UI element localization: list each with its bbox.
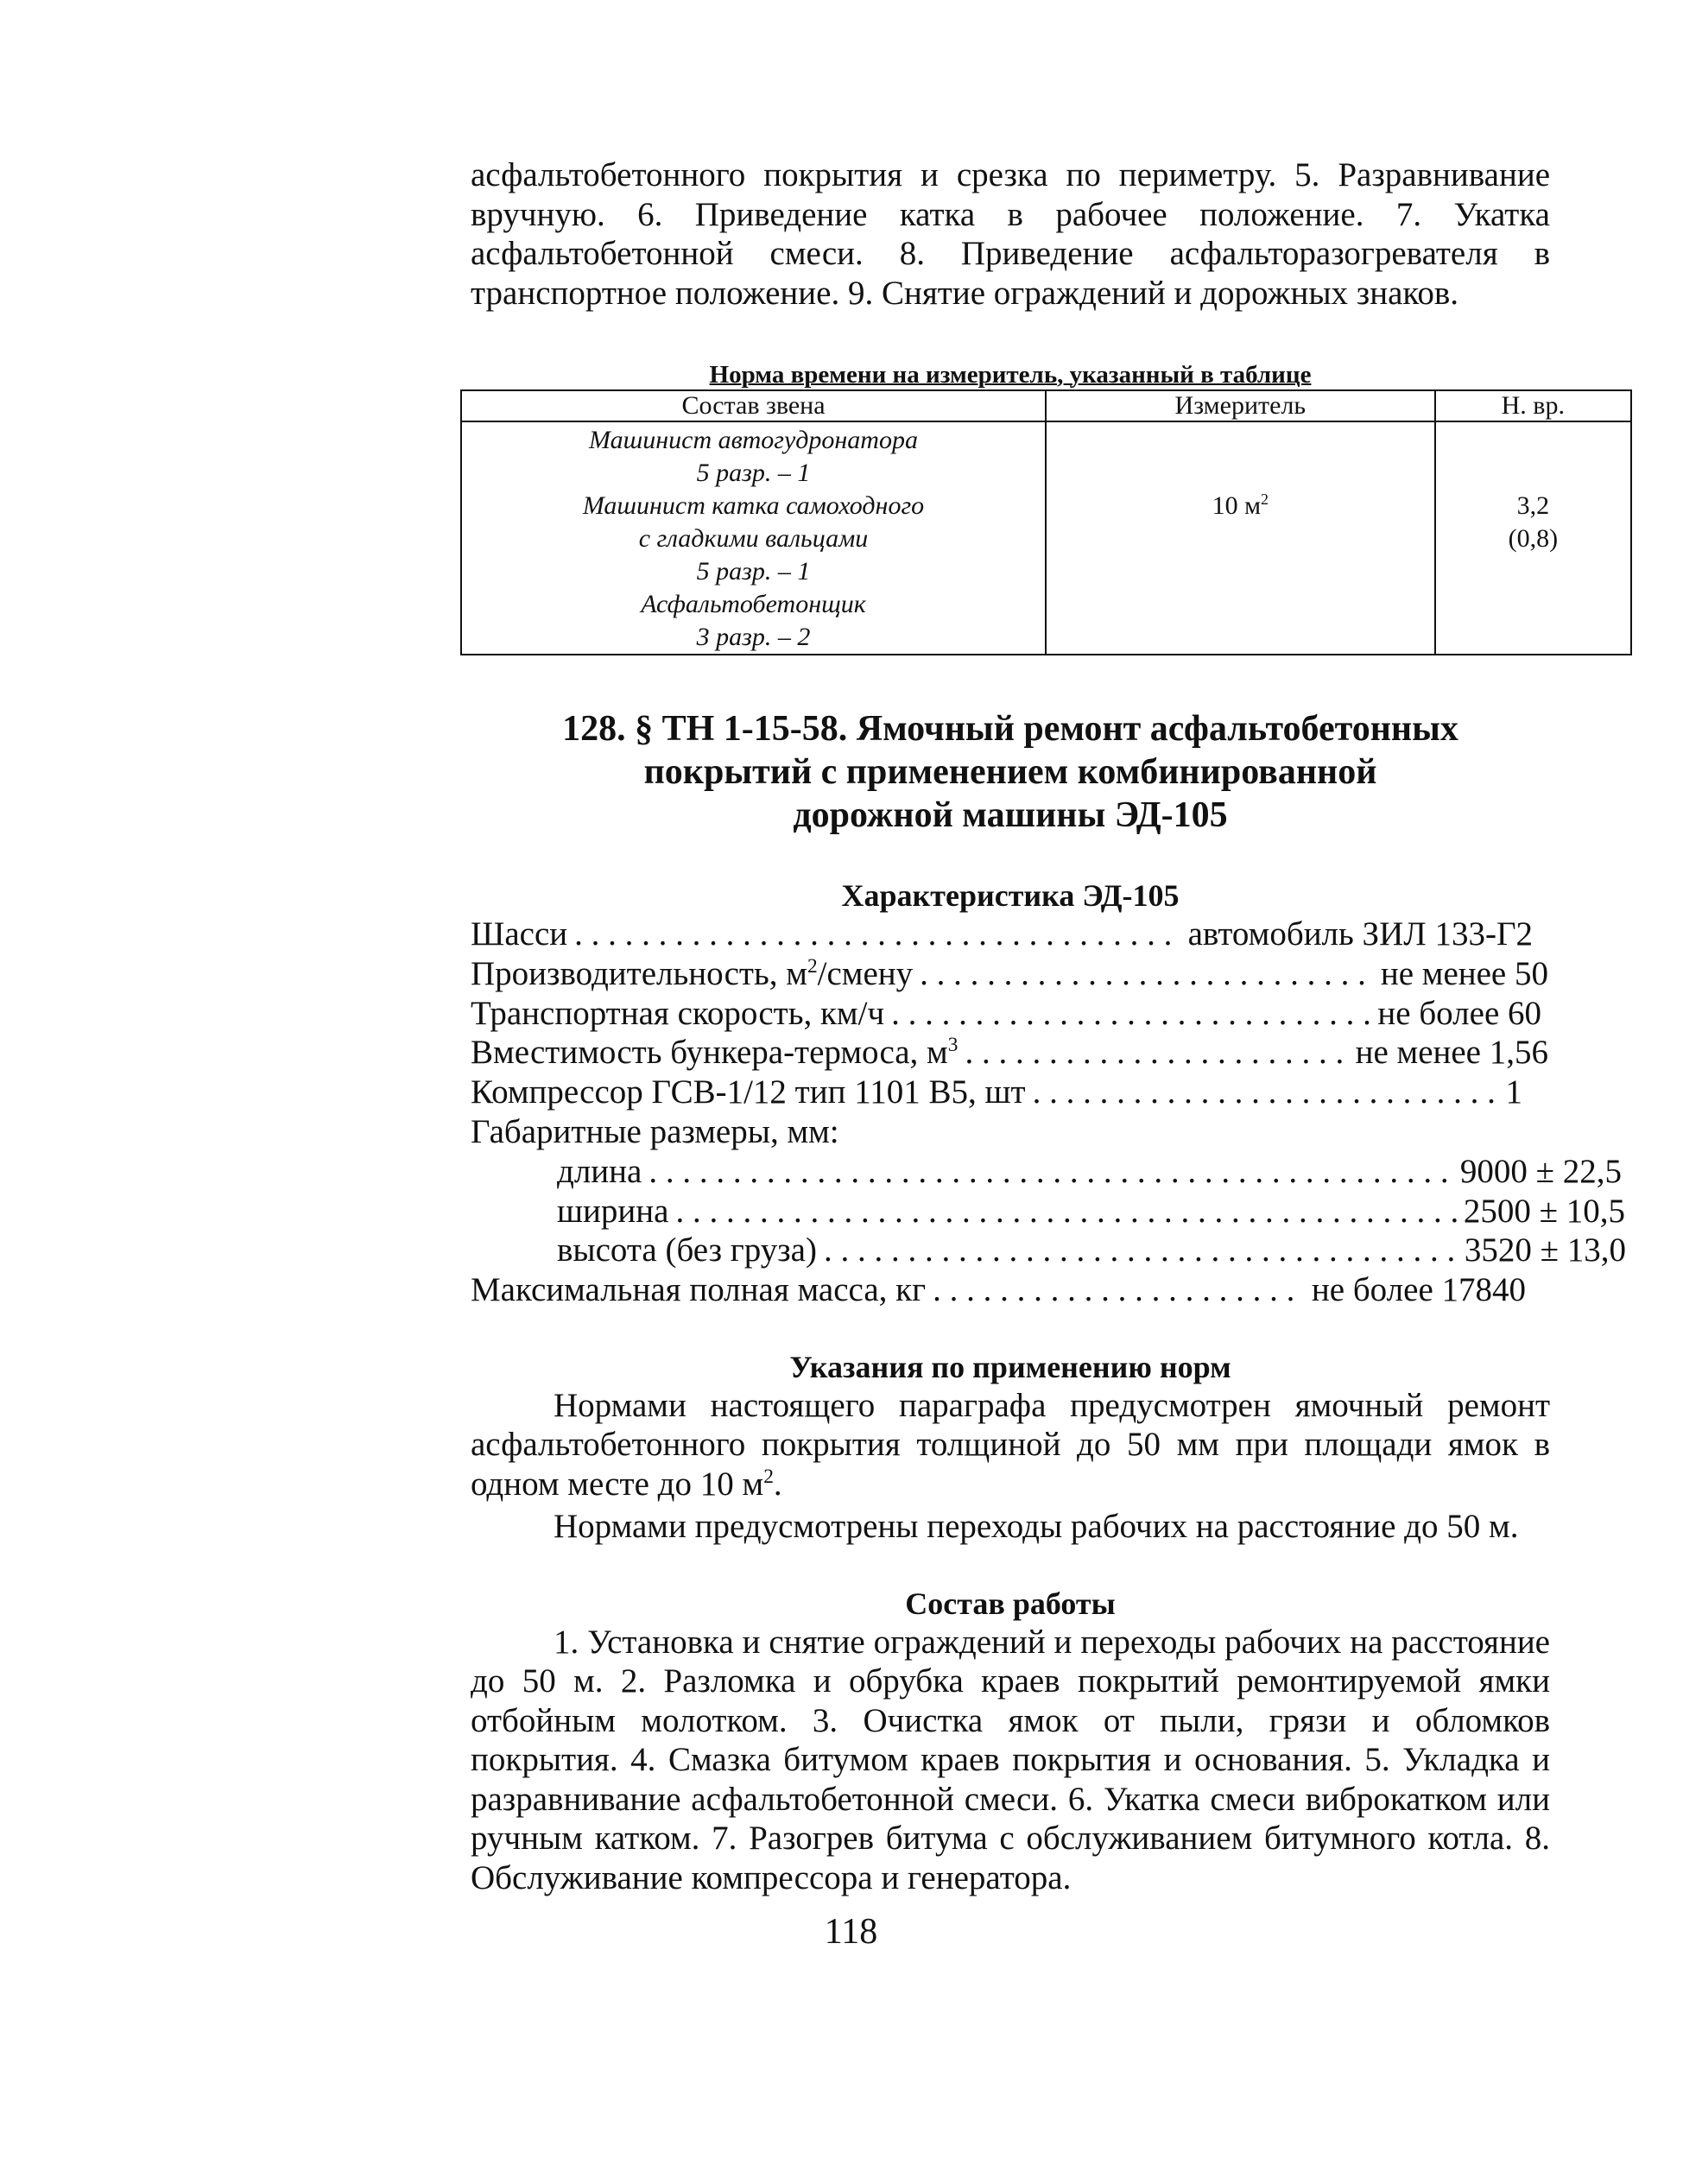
section-title-line: покрытий с применением комбинированной [643,752,1377,792]
intro-paragraph: асфальтобетонного покрытия и срезка по периметру. 5. Разравнивание вручную. 6. Приведение катка в рабочее положение. 7. Укатка асфальтобетонной смеси. 8. Приведение асфальторазогревателя в транспортное положение. 9. Снятие ограждений и дорожных знаков. [471,156,1550,312]
crew-line: 3 разр. – 2 [696,623,811,651]
usage-paragraph-2: Нормами предусмотрены переходы рабочих на расстояние до 50 м. [554,1508,1519,1546]
table-row [461,421,1631,655]
spec-label: Габаритные размеры, мм: [471,1112,839,1150]
spec-value: 9000 ± 22,5 [1459,1152,1622,1190]
section-title-line: дорожной машины ЭД-105 [793,795,1228,835]
spec-label: длина [557,1152,642,1190]
crew-line: Асфальтобетонщик [641,590,866,618]
header-unit: Измеритель [1046,390,1435,421]
unit-value: 10 м [1212,491,1262,520]
header-crew: Состав звена [461,390,1046,421]
spec-label: Максимальная полная масса, кг [471,1271,927,1309]
spec-label: высота (без груза) [557,1231,817,1269]
spec-label: Вместимость бункера-термоса, $м^3$ [471,1034,959,1072]
spec-row [471,915,1533,954]
spec-label: Компрессор ГСВ-1/12 тип 1101 В5, шт [471,1073,1026,1111]
crew-line: Машинист автогудронатора [589,426,918,454]
spec-value: не менее 50 [1380,954,1548,992]
spec-label: Шасси [471,915,568,953]
work-paragraph: 1. Установка и снятие ограждений и переходы рабочих на расстояние до 50 м. 2. Разломка и обрубка краев покрытий ремонтируемой ямки отбойным молотком. 3. Очистка ямок от пыли, грязи и обломков покрытия. 4. Смазка битумом краев покрытия и основания. 5. Укладка и разравнивание асфальтобетонной смеси. 6. Укатка смеси виброкатком или ручным катком. 7. Разогрев битума с обслуживанием битумного котла. 8. Обслуживание компрессора и генератора. [471,1623,1550,1896]
crew-line: Машинист катка самоходного [582,491,925,520]
spec-row [471,1192,1625,1231]
spec-row [471,1033,1548,1073]
usage-paragraph-1: Нормами настоящего параграфа предусмотрен ямочный ремонт асфальтобетонного покрытия толщиной до 50 мм при площади ямок в одном месте до 10 $м^2$. [471,1386,1550,1503]
spec-label: Производительность, $м^2$/смену [471,954,914,992]
spec-row [471,1112,1550,1152]
unit-superscript: 2 [1261,491,1269,508]
spec-row [471,954,1548,994]
spec-row [471,1152,1622,1192]
usage-heading: Указания по применению норм [789,1349,1231,1384]
norm-cell [1435,421,1631,655]
page-number: 118 [824,1912,878,1952]
spec-heading: Характеристика ЭД-105 [841,878,1180,913]
spec-value: не более 17840 [1311,1271,1526,1309]
crew-cell [461,421,1046,655]
unit-cell [1046,421,1435,655]
norm-note: (0,8) [1508,524,1559,553]
section-title-line: 128. § ТН 1-15-58. Ямочный ремонт асфальтобетонных [562,709,1458,749]
crew-line: с гладкими вальцами [638,524,869,553]
section-title [471,707,1550,837]
spec-label: ширина [557,1192,669,1230]
spec-list [471,915,1626,1310]
page-content [471,155,1626,1897]
spec-value: не менее 1,56 [1355,1034,1548,1072]
norm-table [460,389,1632,655]
norm-value: 3,2 [1516,491,1550,520]
spec-label: Транспортная скорость, км/ч [471,994,885,1032]
spec-row [471,994,1541,1034]
work-heading: Состав работы [905,1586,1116,1621]
norm-table-header-row [461,390,1631,421]
header-norm: Н. вр. [1435,390,1631,421]
spec-value: 2500 ± 10,5 [1463,1192,1625,1230]
crew-line: 5 разр. – 1 [696,557,811,586]
spec-value: не более 60 [1377,994,1541,1032]
spec-row [471,1073,1522,1112]
spec-value: 3520 ± 13,0 [1464,1231,1626,1269]
norm-table-caption: Норма времени на измеритель, указанный в таблице [709,361,1312,389]
spec-value: автомобиль ЗИЛ 133-Г2 [1187,915,1533,953]
spec-value: 1 [1505,1073,1522,1111]
crew-line: 5 разр. – 1 [696,459,811,487]
spec-row [471,1270,1526,1310]
spec-row [471,1231,1626,1270]
